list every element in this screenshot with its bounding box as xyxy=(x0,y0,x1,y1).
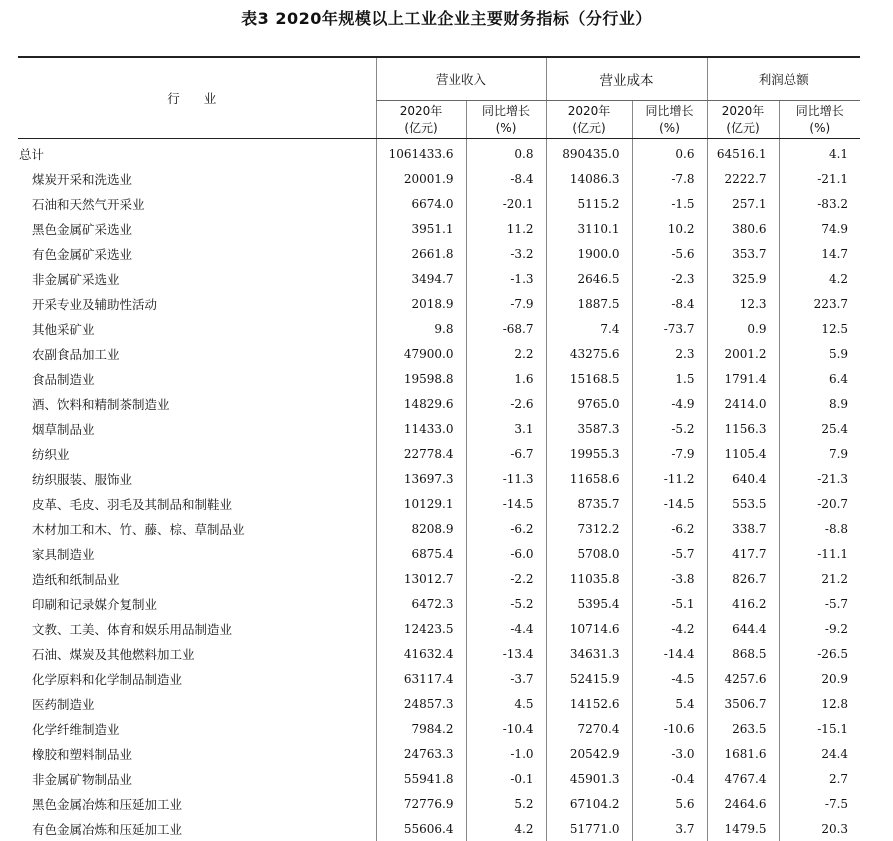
cost-growth: 1.5 xyxy=(632,366,707,391)
revenue-growth: -2.6 xyxy=(466,391,546,416)
profit-value: 416.2 xyxy=(707,591,779,616)
industry-name: 煤炭开采和洗选业 xyxy=(18,166,376,191)
profit-value: 640.4 xyxy=(707,466,779,491)
cost-growth-header xyxy=(632,101,707,139)
growth-unit: (%) xyxy=(809,121,830,135)
cost-value: 3110.1 xyxy=(546,216,632,241)
cost-value: 67104.2 xyxy=(546,791,632,816)
cost-growth: -14.4 xyxy=(632,641,707,666)
industry-name: 石油、煤炭及其他燃料加工业 xyxy=(18,641,376,666)
industry-column-header: 行 业 xyxy=(18,57,376,139)
cost-growth: -5.7 xyxy=(632,541,707,566)
industry-name: 纺织服装、服饰业 xyxy=(18,466,376,491)
profit-growth: 5.9 xyxy=(779,341,860,366)
profit-growth: 2.7 xyxy=(779,766,860,791)
industry-name: 皮革、毛皮、羽毛及其制品和制鞋业 xyxy=(18,491,376,516)
profit-value: 868.5 xyxy=(707,641,779,666)
profit-group-header: 利润总额 xyxy=(707,57,860,101)
revenue-growth: -7.9 xyxy=(466,291,546,316)
profit-value: 826.7 xyxy=(707,566,779,591)
profit-growth: -8.8 xyxy=(779,516,860,541)
cost-growth: -10.6 xyxy=(632,716,707,741)
revenue-growth-header xyxy=(466,101,546,139)
revenue-value: 19598.8 xyxy=(376,366,466,391)
cost-growth: -8.4 xyxy=(632,291,707,316)
profit-value: 644.4 xyxy=(707,616,779,641)
profit-growth: -21.1 xyxy=(779,166,860,191)
table-row xyxy=(18,341,860,366)
cost-value: 20542.9 xyxy=(546,741,632,766)
cost-value: 45901.3 xyxy=(546,766,632,791)
revenue-value: 9.8 xyxy=(376,316,466,341)
cost-value: 11035.8 xyxy=(546,566,632,591)
profit-growth: 12.8 xyxy=(779,691,860,716)
table-title: 表3 2020年规模以上工业企业主要财务指标（分行业） xyxy=(0,6,893,29)
industry-name: 家具制造业 xyxy=(18,541,376,566)
growth-label: 同比增长 xyxy=(796,104,844,118)
table-row xyxy=(18,416,860,441)
revenue-value: 3494.7 xyxy=(376,266,466,291)
table-row xyxy=(18,266,860,291)
revenue-growth: -6.2 xyxy=(466,516,546,541)
profit-growth: -20.7 xyxy=(779,491,860,516)
revenue-growth: 2.2 xyxy=(466,341,546,366)
revenue-growth: -13.4 xyxy=(466,641,546,666)
table-row xyxy=(18,291,860,316)
profit-growth: 14.7 xyxy=(779,241,860,266)
revenue-value: 13012.7 xyxy=(376,566,466,591)
table-row xyxy=(18,516,860,541)
profit-growth: -11.1 xyxy=(779,541,860,566)
year-unit: (亿元) xyxy=(726,121,759,135)
industry-name: 酒、饮料和精制茶制造业 xyxy=(18,391,376,416)
growth-label: 同比增长 xyxy=(482,104,530,118)
table-row xyxy=(18,691,860,716)
revenue-value: 14829.6 xyxy=(376,391,466,416)
cost-growth: -5.6 xyxy=(632,241,707,266)
table-body xyxy=(18,139,860,841)
revenue-value: 1061433.6 xyxy=(376,139,466,167)
revenue-growth: 4.2 xyxy=(466,816,546,841)
table-row xyxy=(18,491,860,516)
growth-unit: (%) xyxy=(496,121,517,135)
cost-value: 5395.4 xyxy=(546,591,632,616)
revenue-value: 7984.2 xyxy=(376,716,466,741)
revenue-growth: 3.1 xyxy=(466,416,546,441)
profit-growth: 223.7 xyxy=(779,291,860,316)
profit-growth: -9.2 xyxy=(779,616,860,641)
cost-growth: -4.5 xyxy=(632,666,707,691)
profit-value: 338.7 xyxy=(707,516,779,541)
cost-value: 52415.9 xyxy=(546,666,632,691)
profit-growth: 8.9 xyxy=(779,391,860,416)
cost-growth: 2.3 xyxy=(632,341,707,366)
profit-value: 2414.0 xyxy=(707,391,779,416)
profit-growth: -21.3 xyxy=(779,466,860,491)
revenue-growth: -3.2 xyxy=(466,241,546,266)
cost-value: 3587.3 xyxy=(546,416,632,441)
table-row xyxy=(18,241,860,266)
cost-value: 10714.6 xyxy=(546,616,632,641)
revenue-value: 2018.9 xyxy=(376,291,466,316)
profit-growth: 4.2 xyxy=(779,266,860,291)
table-row xyxy=(18,166,860,191)
table-row xyxy=(18,391,860,416)
table-row xyxy=(18,366,860,391)
revenue-growth: -4.4 xyxy=(466,616,546,641)
cost-growth: -14.5 xyxy=(632,491,707,516)
profit-growth: 24.4 xyxy=(779,741,860,766)
revenue-growth: -6.0 xyxy=(466,541,546,566)
table-row-total xyxy=(18,139,860,167)
growth-unit: (%) xyxy=(659,121,680,135)
cost-value: 11658.6 xyxy=(546,466,632,491)
industry-name: 纺织业 xyxy=(18,441,376,466)
profit-value: 4257.6 xyxy=(707,666,779,691)
profit-growth: -26.5 xyxy=(779,641,860,666)
revenue-value: 63117.4 xyxy=(376,666,466,691)
industry-name: 石油和天然气开采业 xyxy=(18,191,376,216)
revenue-value: 2661.8 xyxy=(376,241,466,266)
industry-name: 其他采矿业 xyxy=(18,316,376,341)
revenue-growth: -3.7 xyxy=(466,666,546,691)
industry-name: 食品制造业 xyxy=(18,366,376,391)
table-row xyxy=(18,816,860,841)
industry-name: 木材加工和木、竹、藤、棕、草制品业 xyxy=(18,516,376,541)
profit-growth: 20.9 xyxy=(779,666,860,691)
table-row xyxy=(18,791,860,816)
revenue-year-header xyxy=(376,101,466,139)
cost-value: 19955.3 xyxy=(546,441,632,466)
revenue-value: 20001.9 xyxy=(376,166,466,191)
cost-growth: 5.6 xyxy=(632,791,707,816)
industry-name: 医药制造业 xyxy=(18,691,376,716)
cost-value: 51771.0 xyxy=(546,816,632,841)
revenue-growth: -11.3 xyxy=(466,466,546,491)
profit-growth: 74.9 xyxy=(779,216,860,241)
table-row xyxy=(18,666,860,691)
revenue-growth: 1.6 xyxy=(466,366,546,391)
revenue-growth: 0.8 xyxy=(466,139,546,167)
revenue-value: 55606.4 xyxy=(376,816,466,841)
cost-value: 15168.5 xyxy=(546,366,632,391)
profit-value: 0.9 xyxy=(707,316,779,341)
year-label: 2020年 xyxy=(568,104,611,118)
industry-name: 开采专业及辅助性活动 xyxy=(18,291,376,316)
industry-name: 文教、工美、体育和娱乐用品制造业 xyxy=(18,616,376,641)
cost-value: 7270.4 xyxy=(546,716,632,741)
cost-growth: 3.7 xyxy=(632,816,707,841)
profit-growth: 12.5 xyxy=(779,316,860,341)
profit-value: 1156.3 xyxy=(707,416,779,441)
revenue-value: 10129.1 xyxy=(376,491,466,516)
cost-value: 1900.0 xyxy=(546,241,632,266)
cost-growth: -5.1 xyxy=(632,591,707,616)
cost-value: 5708.0 xyxy=(546,541,632,566)
table-row xyxy=(18,616,860,641)
cost-value: 1887.5 xyxy=(546,291,632,316)
table-row xyxy=(18,641,860,666)
cost-growth: -2.3 xyxy=(632,266,707,291)
profit-value: 417.7 xyxy=(707,541,779,566)
cost-year-header xyxy=(546,101,632,139)
cost-growth: 10.2 xyxy=(632,216,707,241)
table-row xyxy=(18,316,860,341)
profit-year-header xyxy=(707,101,779,139)
table-row xyxy=(18,716,860,741)
profit-value: 553.5 xyxy=(707,491,779,516)
profit-growth: 7.9 xyxy=(779,441,860,466)
revenue-value: 3951.1 xyxy=(376,216,466,241)
cost-group-header: 营业成本 xyxy=(546,57,707,101)
revenue-value: 47900.0 xyxy=(376,341,466,366)
revenue-value: 6875.4 xyxy=(376,541,466,566)
profit-growth: -7.5 xyxy=(779,791,860,816)
cost-value: 8735.7 xyxy=(546,491,632,516)
revenue-value: 12423.5 xyxy=(376,616,466,641)
cost-growth: -6.2 xyxy=(632,516,707,541)
profit-value: 1105.4 xyxy=(707,441,779,466)
cost-growth: -0.4 xyxy=(632,766,707,791)
profit-value: 1479.5 xyxy=(707,816,779,841)
revenue-growth: 5.2 xyxy=(466,791,546,816)
cost-value: 14152.6 xyxy=(546,691,632,716)
cost-value: 9765.0 xyxy=(546,391,632,416)
revenue-value: 6472.3 xyxy=(376,591,466,616)
revenue-growth: -0.1 xyxy=(466,766,546,791)
cost-value: 5115.2 xyxy=(546,191,632,216)
table-row xyxy=(18,566,860,591)
industry-name: 化学纤维制造业 xyxy=(18,716,376,741)
profit-value: 64516.1 xyxy=(707,139,779,167)
revenue-value: 11433.0 xyxy=(376,416,466,441)
cost-growth: -11.2 xyxy=(632,466,707,491)
year-unit: (亿元) xyxy=(572,121,605,135)
table-row xyxy=(18,441,860,466)
revenue-growth: -6.7 xyxy=(466,441,546,466)
cost-growth: -7.9 xyxy=(632,441,707,466)
revenue-growth: 4.5 xyxy=(466,691,546,716)
profit-value: 2222.7 xyxy=(707,166,779,191)
revenue-growth: -68.7 xyxy=(466,316,546,341)
year-label: 2020年 xyxy=(722,104,765,118)
table-row xyxy=(18,466,860,491)
cost-value: 34631.3 xyxy=(546,641,632,666)
industry-name: 非金属矿物制品业 xyxy=(18,766,376,791)
year-unit: (亿元) xyxy=(404,121,437,135)
industry-name: 印刷和记录媒介复制业 xyxy=(18,591,376,616)
industry-name: 造纸和纸制品业 xyxy=(18,566,376,591)
cost-value: 7312.2 xyxy=(546,516,632,541)
industry-name: 化学原料和化学制品制造业 xyxy=(18,666,376,691)
revenue-growth: -5.2 xyxy=(466,591,546,616)
profit-growth: -5.7 xyxy=(779,591,860,616)
table-row xyxy=(18,591,860,616)
industry-name: 烟草制品业 xyxy=(18,416,376,441)
revenue-growth: -1.0 xyxy=(466,741,546,766)
profit-growth: 6.4 xyxy=(779,366,860,391)
industry-name: 橡胶和塑料制品业 xyxy=(18,741,376,766)
profit-growth: 4.1 xyxy=(779,139,860,167)
table-row xyxy=(18,741,860,766)
revenue-growth: -20.1 xyxy=(466,191,546,216)
revenue-value: 24857.3 xyxy=(376,691,466,716)
industry-name: 黑色金属冶炼和压延加工业 xyxy=(18,791,376,816)
industry-name: 总计 xyxy=(18,139,376,167)
profit-value: 2464.6 xyxy=(707,791,779,816)
revenue-growth: -2.2 xyxy=(466,566,546,591)
table-row xyxy=(18,541,860,566)
industry-name: 非金属矿采选业 xyxy=(18,266,376,291)
table-row xyxy=(18,766,860,791)
industry-name: 农副食品加工业 xyxy=(18,341,376,366)
cost-growth: -7.8 xyxy=(632,166,707,191)
profit-value: 257.1 xyxy=(707,191,779,216)
profit-value: 2001.2 xyxy=(707,341,779,366)
profit-value: 4767.4 xyxy=(707,766,779,791)
revenue-growth: -14.5 xyxy=(466,491,546,516)
profit-value: 353.7 xyxy=(707,241,779,266)
profit-growth: -83.2 xyxy=(779,191,860,216)
revenue-value: 72776.9 xyxy=(376,791,466,816)
cost-value: 2646.5 xyxy=(546,266,632,291)
revenue-value: 8208.9 xyxy=(376,516,466,541)
cost-growth: -5.2 xyxy=(632,416,707,441)
profit-growth-header xyxy=(779,101,860,139)
profit-value: 380.6 xyxy=(707,216,779,241)
cost-growth: 0.6 xyxy=(632,139,707,167)
profit-growth: 20.3 xyxy=(779,816,860,841)
cost-growth: -3.8 xyxy=(632,566,707,591)
profit-value: 1791.4 xyxy=(707,366,779,391)
table-row xyxy=(18,191,860,216)
profit-value: 325.9 xyxy=(707,266,779,291)
revenue-value: 41632.4 xyxy=(376,641,466,666)
profit-value: 1681.6 xyxy=(707,741,779,766)
cost-growth: -73.7 xyxy=(632,316,707,341)
revenue-value: 13697.3 xyxy=(376,466,466,491)
revenue-group-header: 营业收入 xyxy=(376,57,546,101)
cost-growth: -1.5 xyxy=(632,191,707,216)
industry-name: 有色金属矿采选业 xyxy=(18,241,376,266)
profit-growth: 25.4 xyxy=(779,416,860,441)
revenue-value: 24763.3 xyxy=(376,741,466,766)
revenue-value: 6674.0 xyxy=(376,191,466,216)
financial-indicators-table xyxy=(18,56,860,841)
cost-growth: -4.2 xyxy=(632,616,707,641)
industry-name: 黑色金属矿采选业 xyxy=(18,216,376,241)
cost-value: 890435.0 xyxy=(546,139,632,167)
revenue-growth: 11.2 xyxy=(466,216,546,241)
cost-growth: 5.4 xyxy=(632,691,707,716)
table-row xyxy=(18,216,860,241)
profit-growth: 21.2 xyxy=(779,566,860,591)
year-label: 2020年 xyxy=(400,104,443,118)
profit-value: 3506.7 xyxy=(707,691,779,716)
profit-value: 263.5 xyxy=(707,716,779,741)
revenue-growth: -1.3 xyxy=(466,266,546,291)
cost-growth: -4.9 xyxy=(632,391,707,416)
revenue-value: 55941.8 xyxy=(376,766,466,791)
cost-growth: -3.0 xyxy=(632,741,707,766)
cost-value: 43275.6 xyxy=(546,341,632,366)
revenue-value: 22778.4 xyxy=(376,441,466,466)
industry-name: 有色金属冶炼和压延加工业 xyxy=(18,816,376,841)
revenue-growth: -8.4 xyxy=(466,166,546,191)
profit-value: 12.3 xyxy=(707,291,779,316)
growth-label: 同比增长 xyxy=(646,104,694,118)
cost-value: 14086.3 xyxy=(546,166,632,191)
profit-growth: -15.1 xyxy=(779,716,860,741)
revenue-growth: -10.4 xyxy=(466,716,546,741)
cost-value: 7.4 xyxy=(546,316,632,341)
